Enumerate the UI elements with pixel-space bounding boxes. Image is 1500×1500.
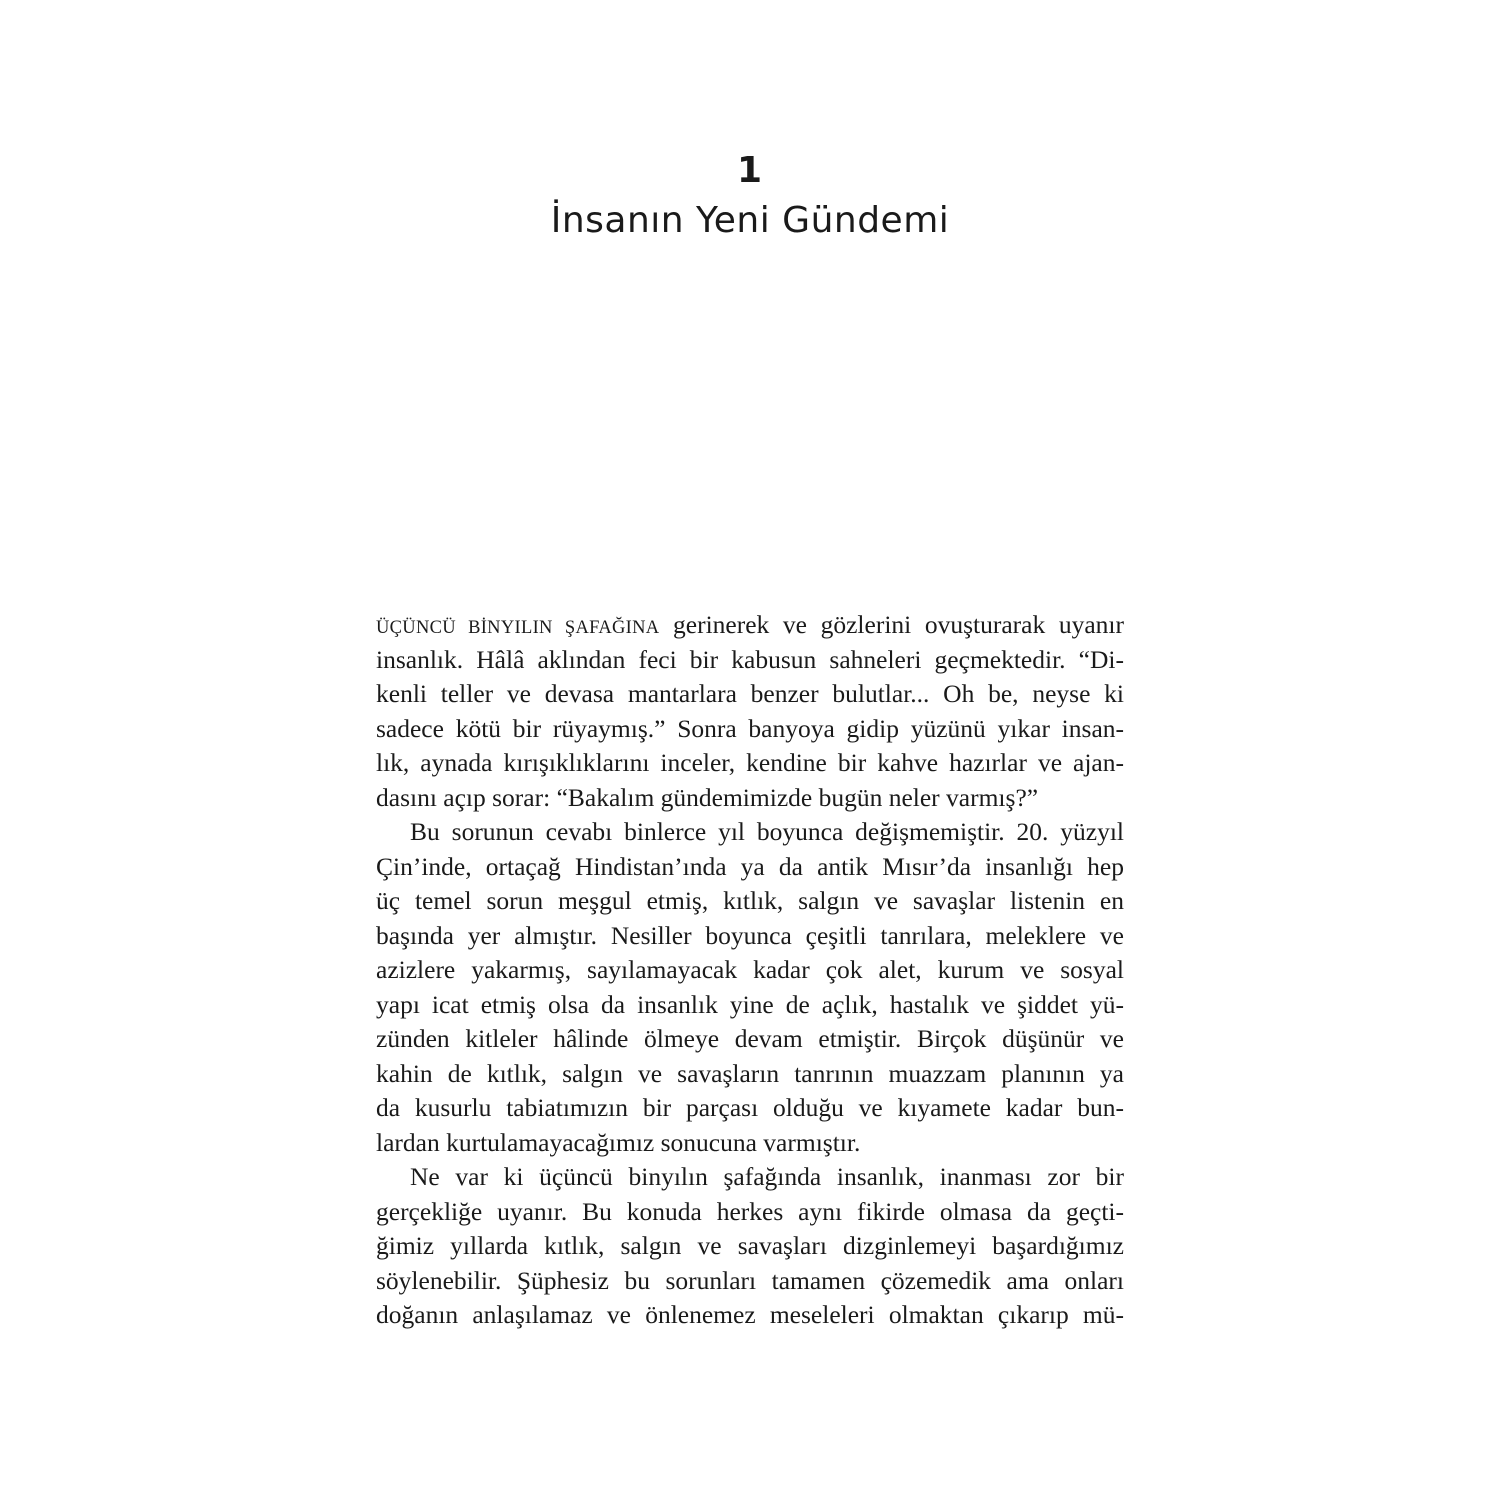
text-line: kahin de kıtlık, salgın ve savaşların tanrının muazzam planının ya — [376, 1058, 1124, 1088]
text-line: zünden kitleler hâlinde ölmeye devam etmiştir. Birçok düşünür ve — [376, 1024, 1124, 1053]
text-line: Çin’inde, ortaçağ Hindistan’ında ya da antik Mısır’da insanlığı hep — [376, 851, 1124, 881]
text-line: insanlık. Hâlâ aklından feci bir kabusun sahneleri geçmektedir. “Di- — [376, 644, 1124, 674]
text-line: Ne var ki üçüncü binyılın şafağında insanlık, inanması zor bir — [410, 1162, 1124, 1191]
text-line: dasını açıp sorar: “Bakalım gündemimizde bugün neler varmış?” — [376, 782, 1039, 812]
text-line: lık, aynada kırışıklıklarını inceler, kendine bir kahve hazırlar ve ajan- — [376, 748, 1124, 777]
text-line: başında yer almıştır. Nesiller boyunca çeşitli tanrılara, meleklere ve — [376, 920, 1124, 950]
text-line: üç temel sorun meşgul etmiş, kıtlık, salgın ve savaşlar listenin en — [376, 886, 1124, 915]
chapter-number: 1 — [736, 150, 764, 191]
text-line — [376, 608, 1124, 643]
opening-smallcaps: ÜÇÜNCÜ BİNYILIN ŞAFAĞINA — [376, 618, 660, 638]
chapter-body — [376, 608, 1124, 1333]
text-line: azizlere yakarmış, sayılamayacak kadar çok alet, kurum ve sosyal — [376, 955, 1124, 984]
text-line: söylenebilir. Şüphesiz bu sorunları tamamen çözemedik ama onları — [376, 1265, 1124, 1295]
text-line: ğimiz yıllarda kıtlık, salgın ve savaşları dizginlemeyi başardığımız — [376, 1231, 1124, 1260]
text-line: sadece kötü bir rüyaymış.” Sonra banyoya gidip yüzünü yıkar insan- — [376, 713, 1124, 743]
text-line: doğanın anlaşılamaz ve önlenemez meseleleri olmaktan çıkarıp mü- — [376, 1300, 1124, 1329]
opening-rest: gerinerek ve gözlerini ovuşturarak uyanır — [659, 610, 1124, 639]
text-line: Bu sorunun cevabı binlerce yıl boyunca değişmemiştir. 20. yüzyıl — [410, 817, 1124, 846]
text-line: gerçekliğe uyanır. Bu konuda herkes aynı fikirde olmasa da geçti- — [376, 1196, 1124, 1226]
chapter-title: İnsanın Yeni Gündemi — [550, 200, 950, 241]
text-line: da kusurlu tabiatımızın bir parçası olduğu ve kıyamete kadar bun- — [376, 1093, 1124, 1122]
text-line: yapı icat etmiş olsa da insanlık yine de açlık, hastalık ve şiddet yü- — [376, 989, 1124, 1019]
text-line: lardan kurtulamayacağımız sonucuna varmıştır. — [376, 1127, 861, 1157]
text-line: kenli teller ve devasa mantarlara benzer bulutlar... Oh be, neyse ki — [376, 679, 1124, 708]
